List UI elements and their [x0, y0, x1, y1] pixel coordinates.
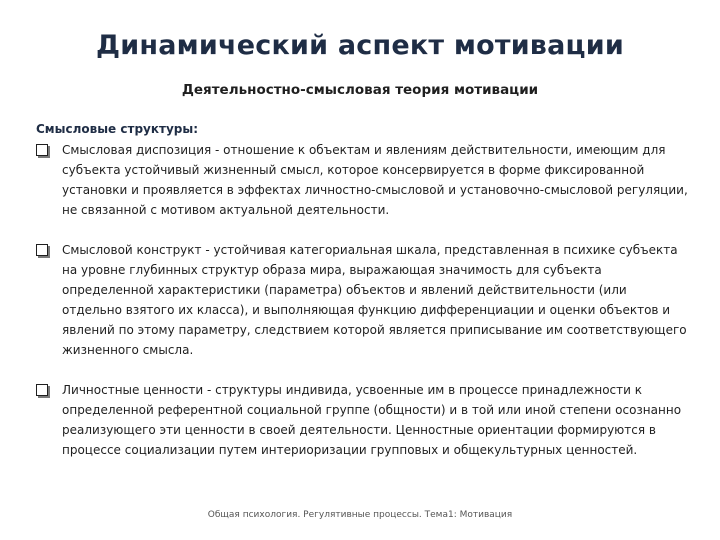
checkbox-square-icon: [36, 144, 48, 156]
bullet-item-personal-values: [36, 380, 690, 460]
checkbox-square-icon: [36, 384, 48, 396]
slide-subtitle: Деятельностно-смысловая теория мотивации: [181, 82, 539, 98]
slide-footer: Общая психология. Регулятивные процессы. Тема1: Мотивация: [207, 510, 513, 520]
section-heading: Смысловые структуры:: [36, 122, 199, 136]
bullet-item-semantic-construct: [36, 240, 690, 360]
checkbox-square-icon: [36, 244, 48, 256]
slide-content: [36, 120, 690, 460]
bullet-text: Смысловая диспозиция - отношение к объектам и явлениям действительности, имеющим для субъекта устойчивый жизненный смысл, которое консервируется в форме фиксированной установки и проявляется в эффектах личностно-смысловой и установочно-смысловой регуляции, не связанной с мотивом актуальной деятельности.: [62, 143, 688, 217]
bullet-text: Личностные ценности - структуры индивида, усвоенные им в процессе принадлежности к определенной референтной социальной группе (общности) и в той или иной степени осознанно реализующего эти ценности в своей деятельности. Ценностные ориентации формируются в процессе социализации путем интериоризации групповых и общекультурных ценностей.: [62, 383, 682, 457]
bullet-text: Смысловой конструкт - устойчивая категориальная шкала, представленная в психике субъекта на уровне глубинных структур образа мира, выражающая значимость для субъекта определенной характеристики (параметра) объектов и явлений действительности (или отдельно взятого их класса), и выполняющая функцию дифференциации и оценки объектов и явлений по этому параметру, следствием которой является приписывание им соответствующего жизненного смысла.: [62, 243, 687, 357]
slide-title: Динамический аспект мотивации: [96, 30, 624, 61]
bullet-item-semantic-disposition: [36, 140, 690, 220]
